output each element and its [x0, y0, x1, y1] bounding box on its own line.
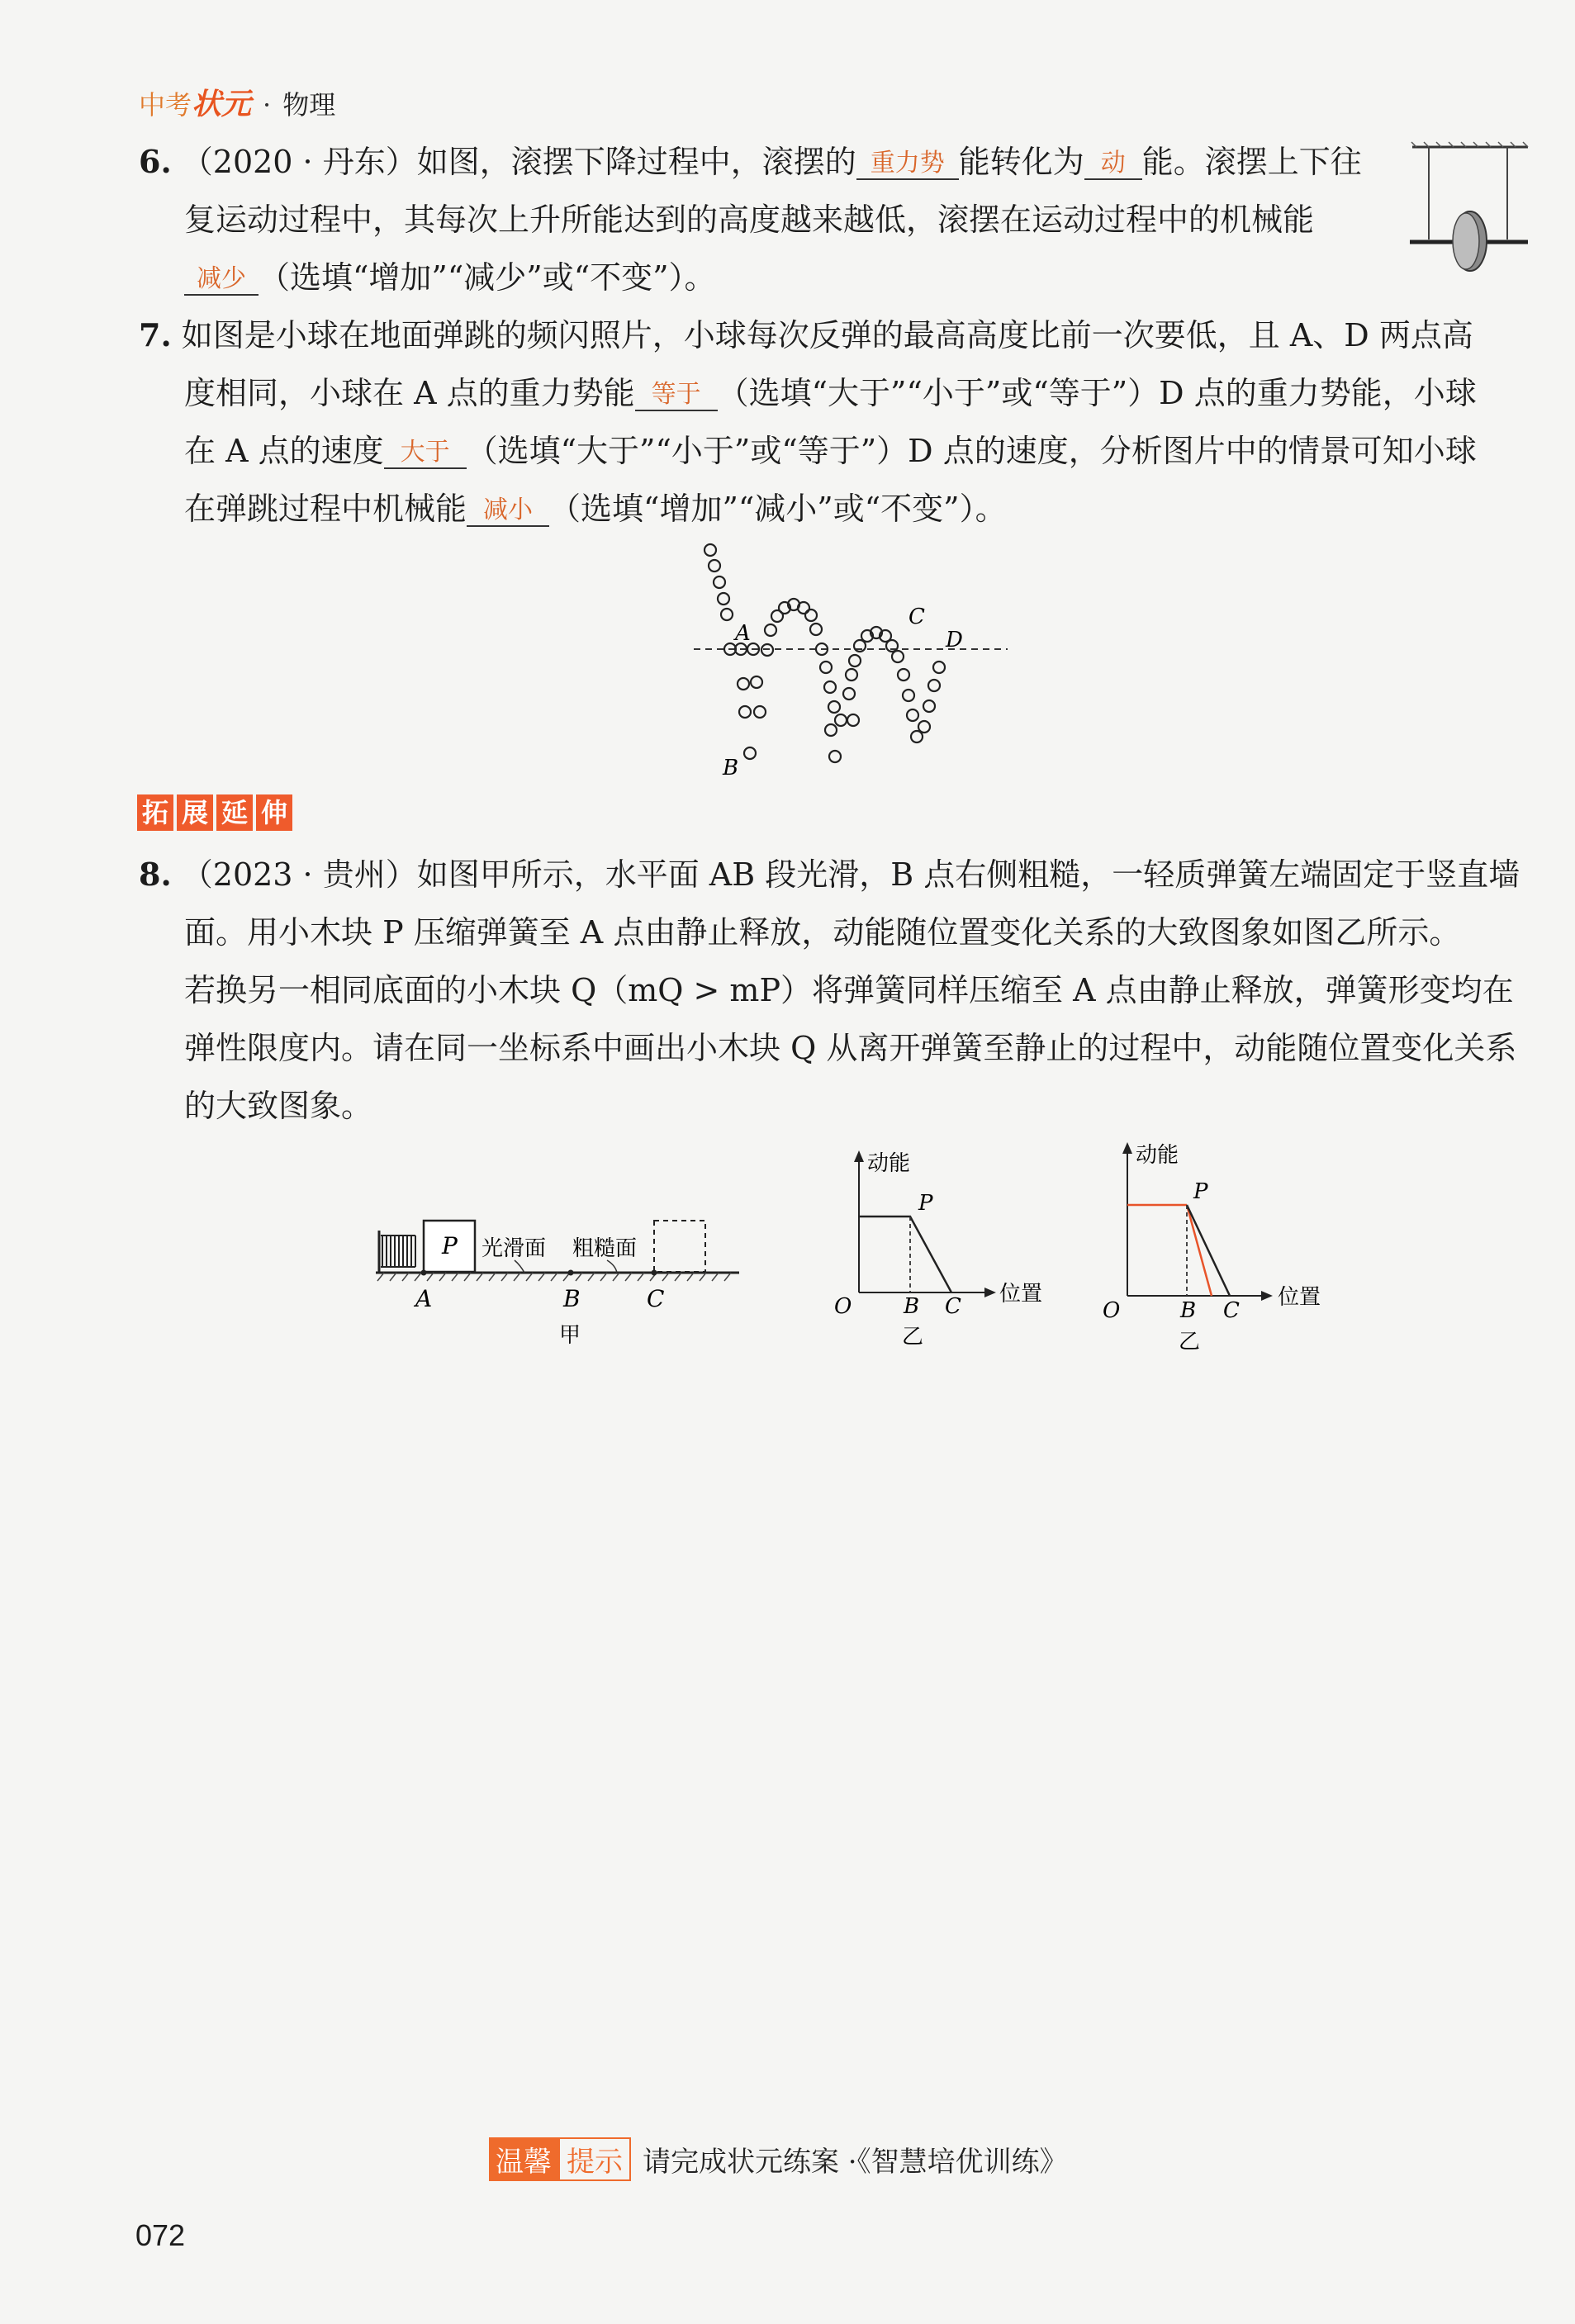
q7-line1 — [139, 310, 1473, 355]
q8-line1 — [139, 849, 1520, 894]
label-A: A — [735, 621, 751, 646]
section-char: 伸 — [256, 794, 292, 831]
q8-text: （2023 · 贵州）如图甲所示，水平面 AB 段光滑，B 点右侧粗糙，一轻质弹簧左端固定于竖直墙 — [181, 856, 1520, 893]
x-tick-C: C — [945, 1294, 961, 1319]
smooth-surface-label: 光滑面 — [482, 1236, 547, 1261]
q6-text: （选填“增加”“减少”或“不变”）。 — [259, 259, 716, 296]
label-B: B — [723, 756, 739, 780]
x-axis-label: 位置 — [999, 1282, 1043, 1307]
q7-text: （选填“增加”“减小”或“不变”）。 — [549, 491, 1007, 527]
q7-text: （选填“大于”“小于”或“等于”）D 点的重力势能，小球 — [717, 375, 1477, 411]
q6-line1 — [139, 136, 1362, 182]
figure-caption-yi: 乙 — [1179, 1330, 1201, 1354]
brand-prefix: 中考 — [139, 89, 192, 121]
y-axis-label: 动能 — [867, 1151, 911, 1176]
q6-text: （2020 · 丹东）如图，滚摆下降过程中，滚摆的 — [181, 144, 856, 180]
bouncing-ball-figure — [686, 537, 1032, 780]
q7-line3 — [184, 425, 1477, 471]
tip-text: 请完成状元练案 ·《智慧培优训练》 — [643, 2146, 1068, 2179]
tip-badge-1: 温馨 — [489, 2137, 558, 2181]
header-separator: · — [263, 89, 272, 121]
figure-jia — [376, 1189, 747, 1363]
block-final-position — [654, 1221, 705, 1272]
point-A-label: A — [415, 1285, 433, 1312]
origin-label: O — [1103, 1298, 1121, 1323]
spring — [381, 1236, 415, 1267]
q7-text: 如图是小球在地面弹跳的频闪照片，小球每次反弹的最高高度比前一次要低，且 A、D 两点高 — [181, 317, 1473, 353]
section-tag-extension — [137, 794, 292, 831]
page-number: 072 — [135, 2218, 186, 2252]
q7-answer-1: 等于 — [635, 373, 718, 411]
section-char: 拓 — [137, 794, 173, 831]
point-C-label: C — [647, 1285, 665, 1312]
q7-number: 7. — [139, 316, 172, 353]
x-tick-B: B — [904, 1294, 920, 1319]
q7-line4 — [184, 483, 1007, 529]
block-P-label: P — [442, 1232, 458, 1259]
section-char: 展 — [177, 794, 213, 831]
figure-caption-jia: 甲 — [559, 1323, 581, 1348]
q6-answer-3: 减少 — [184, 258, 259, 296]
kinetic-energy-curve-P — [859, 1217, 951, 1292]
q6-text: 能转化为 — [958, 144, 1084, 180]
q7-answer-3: 减小 — [467, 489, 549, 527]
q8-line5: 的大致图象。 — [184, 1088, 373, 1124]
brand-logo: 状元 — [192, 88, 252, 121]
q8-line4: 弹性限度内。请在同一坐标系中画出小木块 Q 从离开弹簧至静止的过程中，动能随位置变化关系 — [184, 1030, 1517, 1066]
q8-number: 8. — [139, 856, 172, 893]
x-axis-label: 位置 — [1278, 1285, 1321, 1310]
footer-tip — [489, 2137, 1068, 2181]
figure-caption-yi: 乙 — [902, 1325, 924, 1349]
q8-line3: 若换另一相同底面的小木块 Q（mQ > mP）将弹簧同样压缩至 A 点由静止释放，弹簧形变均在 — [184, 972, 1514, 1008]
origin-label: O — [834, 1294, 852, 1319]
q7-text: （选填“大于”“小于”或“等于”）D 点的速度，分析图片中的情景可知小球 — [466, 433, 1477, 469]
ball-positions — [704, 544, 945, 762]
subject-title: 物理 — [282, 89, 336, 121]
rolling-pendulum-figure — [1408, 140, 1532, 273]
q7-line2 — [184, 368, 1477, 413]
q7-text: 度相同，小球在 A 点的重力势能 — [184, 375, 635, 411]
curve-label-P: P — [1193, 1179, 1208, 1204]
q7-text: 在 A 点的速度 — [184, 433, 384, 469]
label-D: D — [946, 628, 963, 652]
figure-yi-answer — [1103, 1136, 1338, 1363]
point-B-label: B — [563, 1285, 581, 1312]
x-tick-C: C — [1223, 1298, 1240, 1323]
q6-line2: 复运动过程中，其每次上升所能达到的高度越来越低，滚摆在运动过程中的机械能 — [184, 202, 1315, 238]
tip-badge-2: 提示 — [558, 2137, 631, 2181]
figure-yi-original — [834, 1144, 1057, 1359]
q8-line2: 面。用小木块 P 压缩弹簧至 A 点由静止释放，动能随位置变化关系的大致图象如图乙所示。 — [184, 914, 1461, 951]
q6-line3 — [184, 252, 716, 297]
page-header — [139, 81, 335, 123]
rough-surface-label: 粗糙面 — [572, 1236, 638, 1261]
q7-answer-2: 大于 — [384, 431, 467, 469]
q7-text: 在弹跳过程中机械能 — [184, 491, 467, 527]
section-char: 延 — [216, 794, 253, 831]
y-axis-label: 动能 — [1136, 1143, 1179, 1168]
q6-answer-2: 动 — [1084, 142, 1142, 180]
label-C: C — [908, 605, 925, 629]
q6-number: 6. — [139, 143, 172, 180]
curve-label-P: P — [918, 1191, 933, 1216]
q6-answer-1: 重力势 — [856, 142, 959, 180]
q6-text: 能。滚摆上下往 — [1141, 144, 1362, 180]
x-tick-B: B — [1180, 1298, 1197, 1323]
